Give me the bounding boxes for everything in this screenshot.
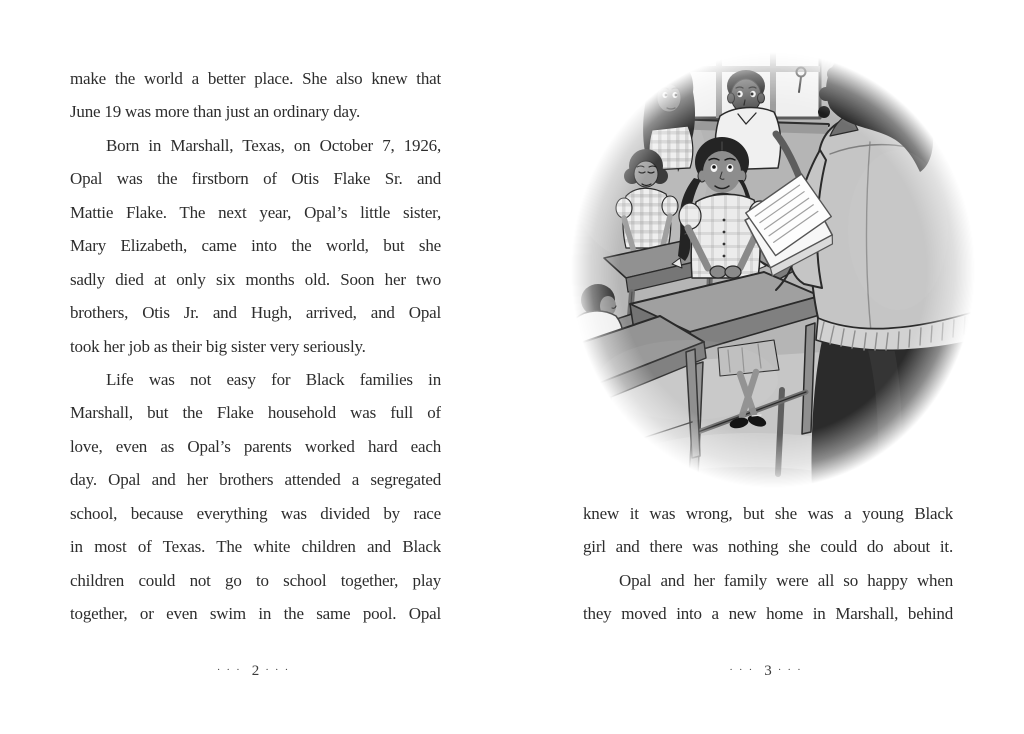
left-page-body-text xyxy=(70,62,441,630)
text-line: Marshall, but the Flake household was full of xyxy=(70,403,441,423)
text-line: children could not go to school together, play xyxy=(70,570,441,590)
text-line: girl and there was nothing she could do about it. xyxy=(583,537,953,557)
text-line: in most of Texas. The white children and Black xyxy=(70,537,441,557)
page-number: 3 xyxy=(764,663,772,679)
text-line: Mary Elizabeth, came into the world, but she xyxy=(70,236,441,256)
text-line: they moved into a new home in Marshall, behind xyxy=(583,604,953,624)
text-line: sadly died at only six months old. Soon her two xyxy=(70,269,441,289)
text-line: Life was not easy for Black families in xyxy=(106,369,441,389)
text-line: together, or even swim in the same pool. Opal xyxy=(70,604,441,623)
text-line: Opal was the firstborn of Otis Flake Sr. and xyxy=(70,169,441,189)
right-page-body-text xyxy=(583,497,953,631)
page-number: 2 xyxy=(251,663,260,679)
classroom-illustration xyxy=(568,50,982,494)
folio-ornament: ··· xyxy=(729,664,759,676)
text-line: knew it was wrong, but she was a young Black xyxy=(583,504,953,523)
page-footer xyxy=(70,662,441,680)
folio-ornament: ··· xyxy=(216,664,246,676)
text-line: Opal and her family were all so happy when xyxy=(619,570,953,590)
text-line: brothers, Otis Jr. and Hugh, arrived, and Opal xyxy=(70,303,441,323)
text-line: June 19 was more than just an ordinary day. xyxy=(70,102,361,122)
text-line: took her job as their big sister very seriously. xyxy=(70,336,366,356)
text-line: Mattie Flake. The next year, Opal’s little sister, xyxy=(70,202,441,222)
text-line: love, even as Opal’s parents worked hard each xyxy=(70,436,441,456)
text-line: day. Opal and her brothers attended a segregated xyxy=(70,470,441,490)
text-line: school, because everything was divided by race xyxy=(70,503,441,523)
text-line: make the world a better place. She also knew that xyxy=(70,69,441,88)
text-line: Born in Marshall, Texas, on October 7, 1926, xyxy=(106,135,441,155)
folio-ornament: ··· xyxy=(777,664,807,676)
folio-ornament: ··· xyxy=(265,664,295,676)
page-footer xyxy=(583,662,953,680)
